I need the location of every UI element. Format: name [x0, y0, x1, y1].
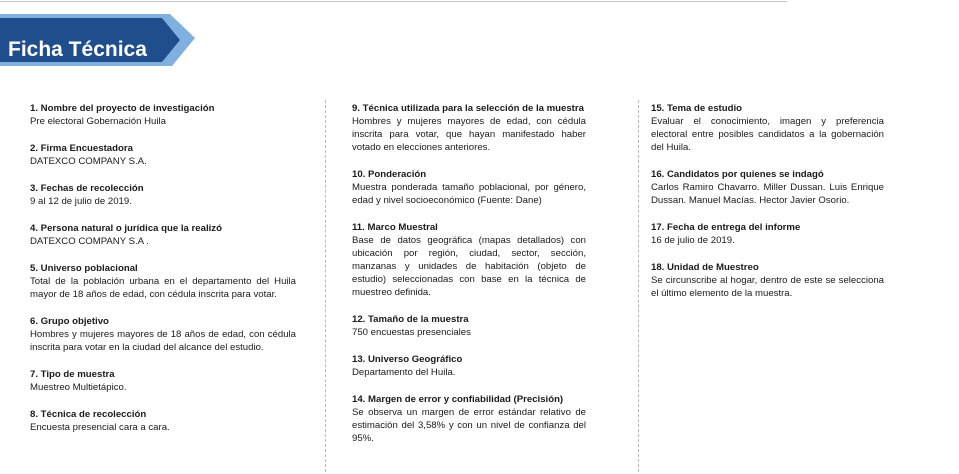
column-3 [651, 102, 884, 314]
spec-item [352, 168, 586, 207]
spec-item [352, 221, 586, 299]
spec-item [651, 102, 884, 154]
spec-item-title: 6. Grupo objetivo [30, 316, 109, 327]
spec-item-body: Hombres y mujeres mayores de 18 años de edad, con cédula inscrita para votar en la ciudad del alcance del estudio. [30, 329, 296, 353]
spec-item-body: Departamento del Huila. [352, 367, 456, 378]
spec-item-title: 12. Tamaño de la muestra [352, 314, 469, 325]
spec-item-title: 17. Fecha de entrega del informe [651, 222, 801, 233]
column-separator [325, 100, 326, 472]
spec-item-title: 14. Margen de error y confiabilidad (Precisión) [352, 394, 564, 405]
spec-item-title: 15. Tema de estudio [651, 103, 742, 114]
column-1 [30, 102, 296, 448]
spec-item [30, 102, 296, 128]
spec-item-body: Muestreo Multietápico. [30, 382, 127, 393]
spec-item-body: Evaluar el conocimiento, imagen y preferencia electoral entre posibles candidatos a la gobernación del Huila. [651, 116, 884, 153]
spec-item-title: 9. Técnica utilizada para la selección de la muestra [352, 103, 584, 114]
spec-item-body: 9 al 12 de julio de 2019. [30, 196, 132, 207]
spec-item [651, 221, 884, 247]
spec-item-body: Hombres y mujeres mayores de edad, con cédula inscrita para votar, que hayan manifestado haber votado en elecciones anteriores. [352, 116, 586, 153]
spec-item-body: Base de datos geográfica (mapas detallados) con ubicación por región, ciudad, sector, sección, manzanas y unidades de habitación (objeto de estudio) seleccionadas con base en la técnica de muestreo definida. [352, 235, 586, 298]
spec-item-title: 5. Universo poblacional [30, 263, 138, 274]
spec-item [352, 393, 586, 445]
spec-item-title: 18. Unidad de Muestreo [651, 262, 759, 273]
title-banner [0, 14, 200, 66]
spec-item-title: 4. Persona natural o jurídica que la realizó [30, 223, 222, 234]
spec-item [30, 182, 296, 208]
spec-item-body: Se observa un margen de error estándar relativo de estimación del 3,58% y con un nivel de confianza del 95%. [352, 407, 586, 444]
spec-item-title: 3. Fechas de recolección [30, 183, 144, 194]
column-separator [638, 100, 639, 472]
spec-item-body: DATEXCO COMPANY S.A . [30, 236, 149, 247]
column-2 [352, 102, 586, 459]
spec-item [352, 313, 586, 339]
spec-item [651, 168, 884, 207]
spec-item-body: 750 encuestas presenciales [352, 327, 471, 338]
spec-item [651, 261, 884, 300]
top-divider [0, 1, 787, 2]
spec-item-body: Pre electoral Gobernación Huila [30, 116, 166, 127]
spec-item-title: 11. Marco Muestral [352, 222, 438, 233]
spec-item-title: 13. Universo Geográfico [352, 354, 463, 365]
spec-item-title: 2. Firma Encuestadora [30, 143, 133, 154]
spec-item-body: 16 de julio de 2019. [651, 235, 735, 246]
spec-item-title: 10. Ponderación [352, 169, 427, 180]
spec-item-body: Se circunscribe al hogar, dentro de este se selecciona el último elemento de la muestra. [651, 275, 884, 299]
spec-item [30, 262, 296, 301]
spec-item [352, 353, 586, 379]
spec-item-title: 8. Técnica de recolección [30, 409, 147, 420]
spec-item [30, 368, 296, 394]
spec-item-body: Total de la población urbana en el departamento del Huila mayor de 18 años de edad, con cédula inscrita para votar. [30, 276, 296, 300]
spec-item [30, 142, 296, 168]
spec-item-title: 1. Nombre del proyecto de investigación [30, 103, 215, 114]
spec-item [30, 222, 296, 248]
spec-item [30, 408, 296, 434]
spec-item-body: Carlos Ramiro Chavarro. Miller Dussan. Luis Enrique Dussan. Manuel Macías. Hector Javier Osorio. [651, 182, 884, 206]
spec-item-title: 7. Tipo de muestra [30, 369, 115, 380]
spec-item [30, 315, 296, 354]
spec-item-body: Encuesta presencial cara a cara. [30, 422, 170, 433]
spec-item-body: Muestra ponderada tamaño poblacional, por género, edad y nivel socioeconómico (Fuente: Dane) [352, 182, 586, 206]
spec-item-body: DATEXCO COMPANY S.A. [30, 156, 147, 167]
spec-item-title: 16. Candidatos por quienes se indagó [651, 169, 824, 180]
spec-item [352, 102, 586, 154]
page-title: Ficha Técnica [8, 38, 147, 61]
